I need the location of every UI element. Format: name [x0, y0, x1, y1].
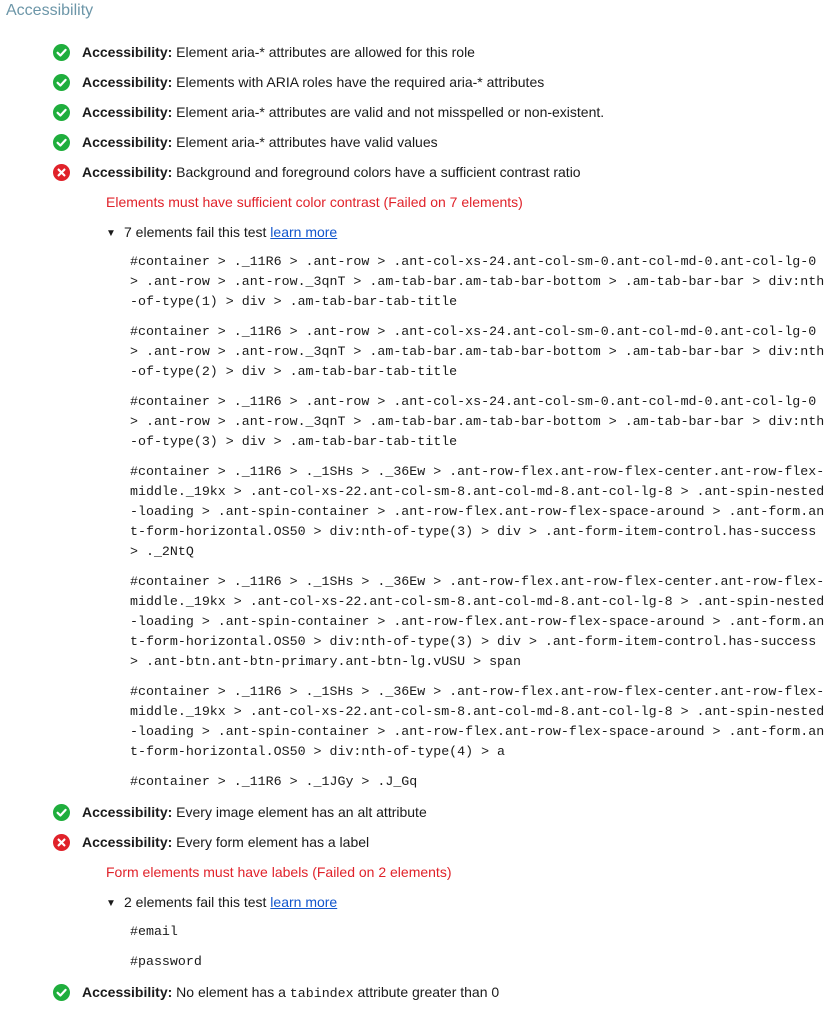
failed-selector: #container > ._11R6 > ._1SHs > ._36Ew > .ant-row-flex.ant-row-flex-center.ant-row-flex-middle._19kx > .ant-col-xs-22.ant-col-sm-8.ant-col-md-8.ant-col-lg-8 > .ant-spin-nested-loading > .ant-spin-container > .ant-row-flex.ant-row-flex-space-around > .ant-form.ant-form-horizontal.OS50 > div:nth-of-type(3) > div > .ant-form-item-control.has-success > .ant-btn.ant-btn-primary.ant-btn-lg.vUSU > span	[130, 574, 825, 669]
failed-selector: #container > ._11R6 > .ant-row > .ant-col-xs-24.ant-col-sm-0.ant-col-md-0.ant-col-lg-0 > .ant-row > .ant-row._3qnT > .am-tab-bar.am-tab-bar-bottom > .am-tab-bar-bar > div:nth-of-type(1) > div > .am-tab-bar-tab-title	[130, 254, 825, 309]
fail-x-icon	[53, 164, 70, 181]
failed-elements-toggle[interactable]: ▼ 7 elements fail this test learn more	[106, 222, 337, 244]
check-label: Accessibility: No element has a tabindex attribute greater than 0	[82, 984, 500, 1001]
check-label: Accessibility: Element aria-* attributes have valid values	[82, 134, 438, 150]
check-row	[0, 37, 836, 67]
learn-more-link[interactable]: learn more	[270, 224, 338, 240]
failed-selector: #email	[130, 924, 178, 939]
check-label: Accessibility: Background and foreground colors have a sufficient contrast ratio	[82, 164, 581, 180]
check-label: Accessibility: Every image element has an alt attribute	[82, 804, 427, 820]
check-row	[0, 977, 836, 1007]
failed-selector: #container > ._11R6 > ._1SHs > ._36Ew > .ant-row-flex.ant-row-flex-center.ant-row-flex-middle._19kx > .ant-col-xs-22.ant-col-sm-8.ant-col-md-8.ant-col-lg-8 > .ant-spin-nested-loading > .ant-spin-container > .ant-row-flex.ant-row-flex-space-around > .ant-form.ant-form-horizontal.OS50 > div:nth-of-type(3) > div > .ant-form-item-control.has-success > ._2NtQ	[130, 464, 825, 559]
check-row	[0, 97, 836, 127]
fail-message: Elements must have sufficient color contrast (Failed on 7 elements)	[106, 194, 523, 210]
pass-check-icon	[53, 44, 70, 61]
failed-selector: #container > ._11R6 > ._1SHs > ._36Ew > .ant-row-flex.ant-row-flex-center.ant-row-flex-middle._19kx > .ant-col-xs-22.ant-col-sm-8.ant-col-md-8.ant-col-lg-8 > .ant-spin-nested-loading > .ant-spin-container > .ant-row-flex.ant-row-flex-space-around > .ant-form.ant-form-horizontal.OS50 > div:nth-of-type(4) > a	[130, 684, 825, 759]
disclosure-triangle-icon[interactable]: ▼	[106, 898, 116, 909]
fail-x-icon	[53, 834, 70, 851]
failed-selector: #password	[130, 954, 202, 969]
section-title: Accessibility	[6, 2, 94, 19]
failed-elements-toggle[interactable]: ▼ 2 elements fail this test learn more	[106, 892, 337, 914]
check-label: Accessibility: Element aria-* attributes are valid and not misspelled or non-existent.	[82, 104, 605, 120]
check-row	[0, 797, 836, 827]
pass-check-icon	[53, 104, 70, 121]
check-row	[0, 67, 836, 97]
failed-selector: #container > ._11R6 > .ant-row > .ant-col-xs-24.ant-col-sm-0.ant-col-md-0.ant-col-lg-0 > .ant-row > .ant-row._3qnT > .am-tab-bar.am-tab-bar-bottom > .am-tab-bar-bar > div:nth-of-type(2) > div > .am-tab-bar-tab-title	[130, 324, 825, 379]
check-row	[0, 127, 836, 157]
tabindex-code: tabindex	[289, 986, 354, 1001]
disclosure-triangle-icon[interactable]: ▼	[106, 228, 116, 239]
failed-selector: #container > ._11R6 > .ant-row > .ant-col-xs-24.ant-col-sm-0.ant-col-md-0.ant-col-lg-0 > .ant-row > .ant-row._3qnT > .am-tab-bar.am-tab-bar-bottom > .am-tab-bar-bar > div:nth-of-type(3) > div > .am-tab-bar-tab-title	[130, 394, 825, 449]
pass-check-icon	[53, 984, 70, 1001]
check-row	[0, 157, 836, 187]
check-label: Accessibility: Element aria-* attributes are allowed for this role	[82, 44, 475, 60]
pass-check-icon	[53, 804, 70, 821]
check-label: Accessibility: Elements with ARIA roles have the required aria-* attributes	[82, 74, 545, 90]
check-row	[0, 827, 836, 857]
pass-check-icon	[53, 134, 70, 151]
pass-check-icon	[53, 74, 70, 91]
fail-message: Form elements must have labels (Failed on 2 elements)	[106, 864, 452, 880]
failed-selector: #container > ._11R6 > ._1JGy > .J_Gq	[130, 774, 418, 789]
check-label: Accessibility: Every form element has a label	[82, 834, 370, 850]
learn-more-link[interactable]: learn more	[270, 894, 338, 910]
